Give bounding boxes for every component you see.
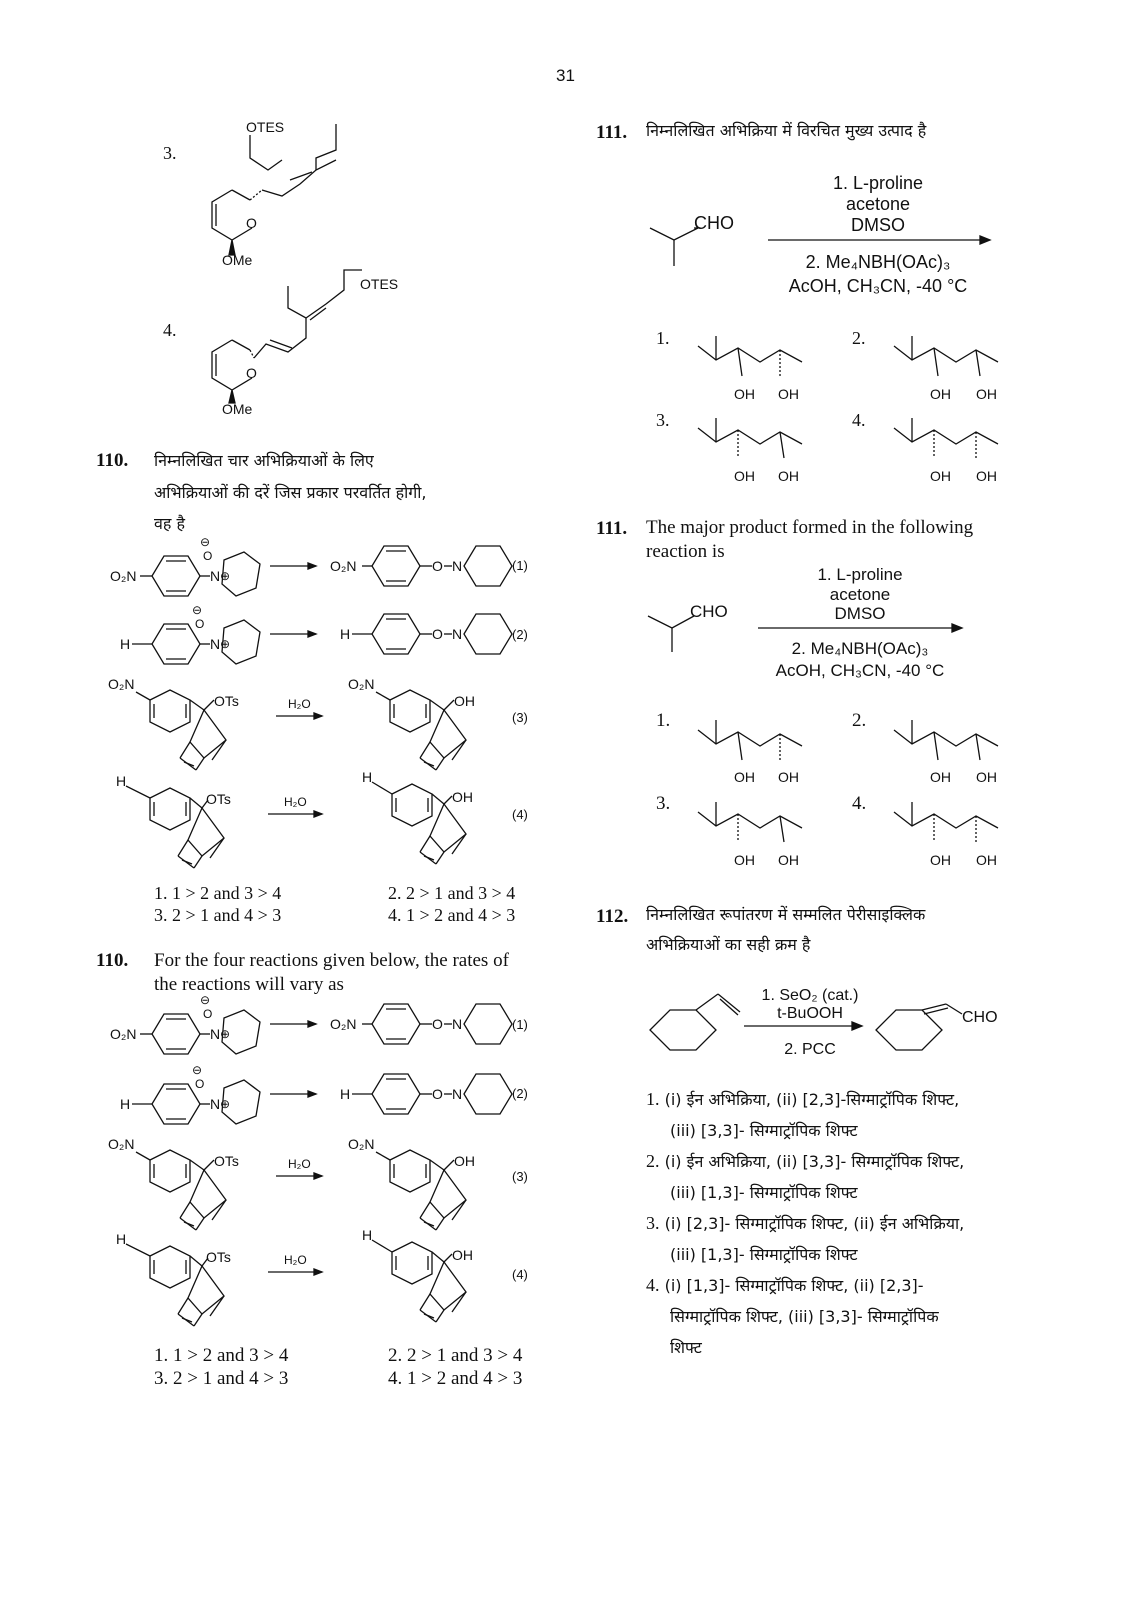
svg-text:OTs: OTs: [214, 1153, 239, 1169]
svg-text:OH: OH: [452, 1247, 473, 1263]
svg-text:CHO: CHO: [694, 213, 734, 233]
svg-text:2. Me₄NBH(OAc)₃: 2. Me₄NBH(OAc)₃: [805, 252, 951, 272]
q112-option-2: [646, 1146, 964, 1208]
svg-text:OH: OH: [452, 789, 473, 805]
q111-hi-product-4-label: 4.: [852, 410, 866, 430]
q112-option-3-num: 3.: [646, 1213, 660, 1233]
svg-text:OH: OH: [976, 386, 997, 402]
q112-option-1: [646, 1084, 959, 1146]
q112-option-3-line-1: (i) [2,3]- सिग्माट्रॉपिक शिफ्ट, (ii) ईन अभिक्रिया,: [664, 1214, 965, 1233]
svg-text:N: N: [210, 636, 221, 652]
q111-hi-product-3-label: 3.: [656, 410, 670, 430]
q112-number: 112.: [596, 906, 629, 927]
svg-text:OTES: OTES: [360, 276, 399, 292]
q112-line-2: अभिक्रियाओं का सही क्रम है: [646, 935, 811, 954]
q112-option-4-num: 4.: [646, 1275, 660, 1295]
svg-text:CHO: CHO: [690, 602, 728, 621]
svg-text:OH: OH: [930, 769, 951, 785]
q112-option-4-line-2: सिग्माट्रॉपिक शिफ्ट, (iii) [3,3]- सिग्माट्रॉपिक: [670, 1307, 939, 1326]
q110-hi-label-2: (2): [512, 627, 528, 642]
svg-text:⊖: ⊖: [200, 535, 211, 549]
svg-text:N: N: [452, 1016, 463, 1032]
q110-en-option-3: 3. 2 > 1 and 4 > 3: [154, 1368, 289, 1389]
q110-en-label-2: (2): [512, 1086, 528, 1101]
q111-en-product-1-label: 1.: [656, 710, 671, 731]
svg-text:N: N: [210, 568, 221, 584]
q110-en-label-3: (3): [512, 1169, 528, 1184]
q112-option-4-line-1: (i) [1,3]- सिग्माट्रॉपिक शिफ्ट, (ii) [2,3]-: [664, 1276, 924, 1295]
svg-text:O: O: [432, 558, 443, 574]
q110-hi-label-1: (1): [512, 558, 528, 573]
svg-text:H₂O: H₂O: [284, 795, 307, 809]
svg-text:N: N: [210, 1026, 221, 1042]
svg-text:acetone: acetone: [845, 194, 911, 214]
q110-hi-number: 110.: [96, 450, 129, 471]
svg-text:O: O: [432, 1016, 443, 1032]
q112-option-2-line-1: (i) ईन अभिक्रिया, (ii) [3,3]- सिग्माट्रॉपिक शिफ्ट,: [664, 1152, 965, 1171]
q110-en-line-1: For the four reactions given below, the rates of: [154, 950, 509, 971]
svg-text:N: N: [452, 558, 463, 574]
q110-hi-label-4: (4): [512, 807, 528, 822]
svg-text:O₂N: O₂N: [330, 1016, 357, 1032]
svg-text:H: H: [116, 773, 127, 789]
svg-text:OH: OH: [976, 852, 997, 868]
q110-en-option-4: 4. 1 > 2 and 4 > 3: [388, 1368, 523, 1389]
svg-text:DMSO: DMSO: [834, 604, 886, 623]
svg-text:⊕: ⊕: [220, 1027, 231, 1041]
page-number: 31: [556, 66, 575, 85]
q112-option-4-line-3: शिफ्ट: [670, 1338, 702, 1357]
svg-text:O: O: [432, 1086, 443, 1102]
prev-option-3-label: 3.: [163, 143, 177, 163]
q110-hi-option-2: 2. 2 > 1 and 3 > 4: [388, 883, 516, 903]
svg-text:OH: OH: [930, 852, 951, 868]
svg-text:H: H: [362, 1227, 373, 1243]
svg-text:⊕: ⊕: [220, 1097, 231, 1111]
q111-en-product-3-label: 3.: [656, 793, 671, 814]
svg-text:OH: OH: [734, 769, 755, 785]
q111-en-product-4-label: 4.: [852, 793, 867, 814]
svg-text:H: H: [120, 1096, 131, 1112]
q111-en-number: 111.: [596, 518, 628, 539]
svg-text:CHO: CHO: [962, 1009, 998, 1026]
svg-text:acetone: acetone: [829, 585, 891, 604]
q112-option-1-num: 1.: [646, 1089, 660, 1109]
q112-option-3-line-2: (iii) [1,3]- सिग्माट्रॉपिक शिफ्ट: [670, 1245, 858, 1264]
svg-text:H: H: [340, 626, 351, 642]
q111-hi-product-2-label: 2.: [852, 328, 866, 348]
svg-text:t-BuOOH: t-BuOOH: [777, 1005, 843, 1022]
q112-option-3: [646, 1208, 964, 1270]
svg-text:O: O: [432, 626, 443, 642]
q110-en-line-2: the reactions will vary as: [154, 974, 344, 995]
svg-text:N: N: [452, 626, 463, 642]
q110-hi-line-3: वह है: [154, 514, 185, 533]
svg-text:H: H: [340, 1086, 351, 1102]
q110-hi-option-1: 1. 1 > 2 and 3 > 4: [154, 883, 282, 903]
svg-text:⊕: ⊕: [220, 637, 231, 651]
svg-text:OH: OH: [930, 468, 951, 484]
svg-text:O₂N: O₂N: [108, 1136, 135, 1152]
svg-text:H: H: [120, 636, 131, 652]
svg-text:OH: OH: [778, 386, 799, 402]
q110-hi-label-3: (3): [512, 710, 528, 725]
svg-text:1. L-proline: 1. L-proline: [817, 565, 903, 584]
q111-en-product-2-label: 2.: [852, 710, 867, 731]
q110-en-option-1: 1. 1 > 2 and 3 > 4: [154, 1345, 289, 1366]
q112-line-1: निम्नलिखित रूपांतरण में सम्मलित पेरीसाइक्लिक: [646, 905, 926, 924]
svg-text:OH: OH: [976, 769, 997, 785]
q111-hi-text: निम्नलिखित अभिक्रिया में विरचित मुख्य उत्पाद है: [646, 121, 927, 140]
q110-hi-line-1: निम्नलिखित चार अभिक्रियाओं के लिए: [154, 451, 374, 470]
svg-text:OTES: OTES: [246, 119, 285, 135]
svg-text:⊖: ⊖: [192, 1063, 203, 1077]
svg-text:OH: OH: [734, 386, 755, 402]
svg-text:OH: OH: [778, 852, 799, 868]
svg-text:⊖: ⊖: [192, 603, 203, 617]
q112-option-4: [646, 1270, 939, 1363]
svg-text:O: O: [246, 365, 257, 381]
q111-en-line-1: The major product formed in the following: [646, 517, 974, 538]
svg-text:OH: OH: [976, 468, 997, 484]
svg-text:OH: OH: [930, 386, 951, 402]
svg-text:1. SeO₂ (cat.): 1. SeO₂ (cat.): [761, 987, 859, 1004]
svg-text:DMSO: DMSO: [851, 215, 905, 235]
q111-en-line-2: reaction is: [646, 541, 725, 562]
svg-text:H: H: [116, 1231, 127, 1247]
q110-en-label-4: (4): [512, 1267, 528, 1282]
svg-text:O₂N: O₂N: [108, 676, 135, 692]
q112-option-2-num: 2.: [646, 1151, 660, 1171]
svg-text:AcOH, CH₃CN, -40 °C: AcOH, CH₃CN, -40 °C: [788, 276, 968, 296]
svg-text:O: O: [246, 215, 257, 231]
svg-text:OTs: OTs: [206, 791, 231, 807]
q112-option-1-line-2: (iii) [3,3]- सिग्माट्रॉपिक शिफ्ट: [670, 1121, 858, 1140]
svg-text:OH: OH: [778, 769, 799, 785]
q111-hi-product-1-label: 1.: [656, 328, 670, 348]
q112-option-1-line-1: (i) ईन अभिक्रिया, (ii) [2,3]-सिग्माट्रॉपिक शिफ्ट,: [664, 1090, 960, 1109]
svg-text:OMe: OMe: [222, 252, 253, 268]
q110-hi-option-3: 3. 2 > 1 and 4 > 3: [154, 905, 282, 925]
svg-text:AcOH, CH₃CN, -40 °C: AcOH, CH₃CN, -40 °C: [775, 661, 945, 680]
svg-text:OH: OH: [734, 468, 755, 484]
svg-text:O₂N: O₂N: [348, 1136, 375, 1152]
svg-text:OTs: OTs: [214, 693, 239, 709]
svg-text:OH: OH: [454, 1153, 475, 1169]
q110-hi-line-2: अभिक्रियाओं की दरें जिस प्रकार परवर्तित होगी,: [154, 483, 427, 502]
svg-text:⊖: ⊖: [200, 993, 211, 1007]
q110-en-option-2: 2. 2 > 1 and 3 > 4: [388, 1345, 523, 1366]
q110-hi-option-4: 4. 1 > 2 and 4 > 3: [388, 905, 516, 925]
svg-text:O₂N: O₂N: [348, 676, 375, 692]
svg-text:O: O: [203, 1007, 213, 1021]
prev-option-4-label: 4.: [163, 320, 177, 340]
svg-text:H₂O: H₂O: [288, 697, 311, 711]
svg-text:O: O: [195, 617, 205, 631]
svg-text:H₂O: H₂O: [284, 1253, 307, 1267]
q112-option-2-line-2: (iii) [1,3]- सिग्माट्रॉपिक शिफ्ट: [670, 1183, 858, 1202]
svg-text:OH: OH: [778, 468, 799, 484]
svg-text:OTs: OTs: [206, 1249, 231, 1265]
svg-text:⊕: ⊕: [220, 569, 231, 583]
svg-text:2. Me₄NBH(OAc)₃: 2. Me₄NBH(OAc)₃: [791, 639, 929, 658]
svg-text:O₂N: O₂N: [110, 568, 137, 584]
q110-en-label-1: (1): [512, 1017, 528, 1032]
svg-text:OH: OH: [734, 852, 755, 868]
q110-en-number: 110.: [96, 950, 129, 971]
svg-text:O₂N: O₂N: [110, 1026, 137, 1042]
q111-hi-number: 111.: [596, 122, 628, 143]
svg-text:N: N: [210, 1096, 221, 1112]
svg-text:1. L-proline: 1. L-proline: [832, 173, 924, 193]
svg-text:OH: OH: [454, 693, 475, 709]
svg-text:O₂N: O₂N: [330, 558, 357, 574]
svg-text:H₂O: H₂O: [288, 1157, 311, 1171]
svg-text:O: O: [195, 1077, 205, 1091]
svg-text:O: O: [203, 549, 213, 563]
svg-text:H: H: [362, 769, 373, 785]
svg-text:N: N: [452, 1086, 463, 1102]
svg-text:2. PCC: 2. PCC: [784, 1041, 836, 1058]
svg-text:OMe: OMe: [222, 401, 253, 417]
